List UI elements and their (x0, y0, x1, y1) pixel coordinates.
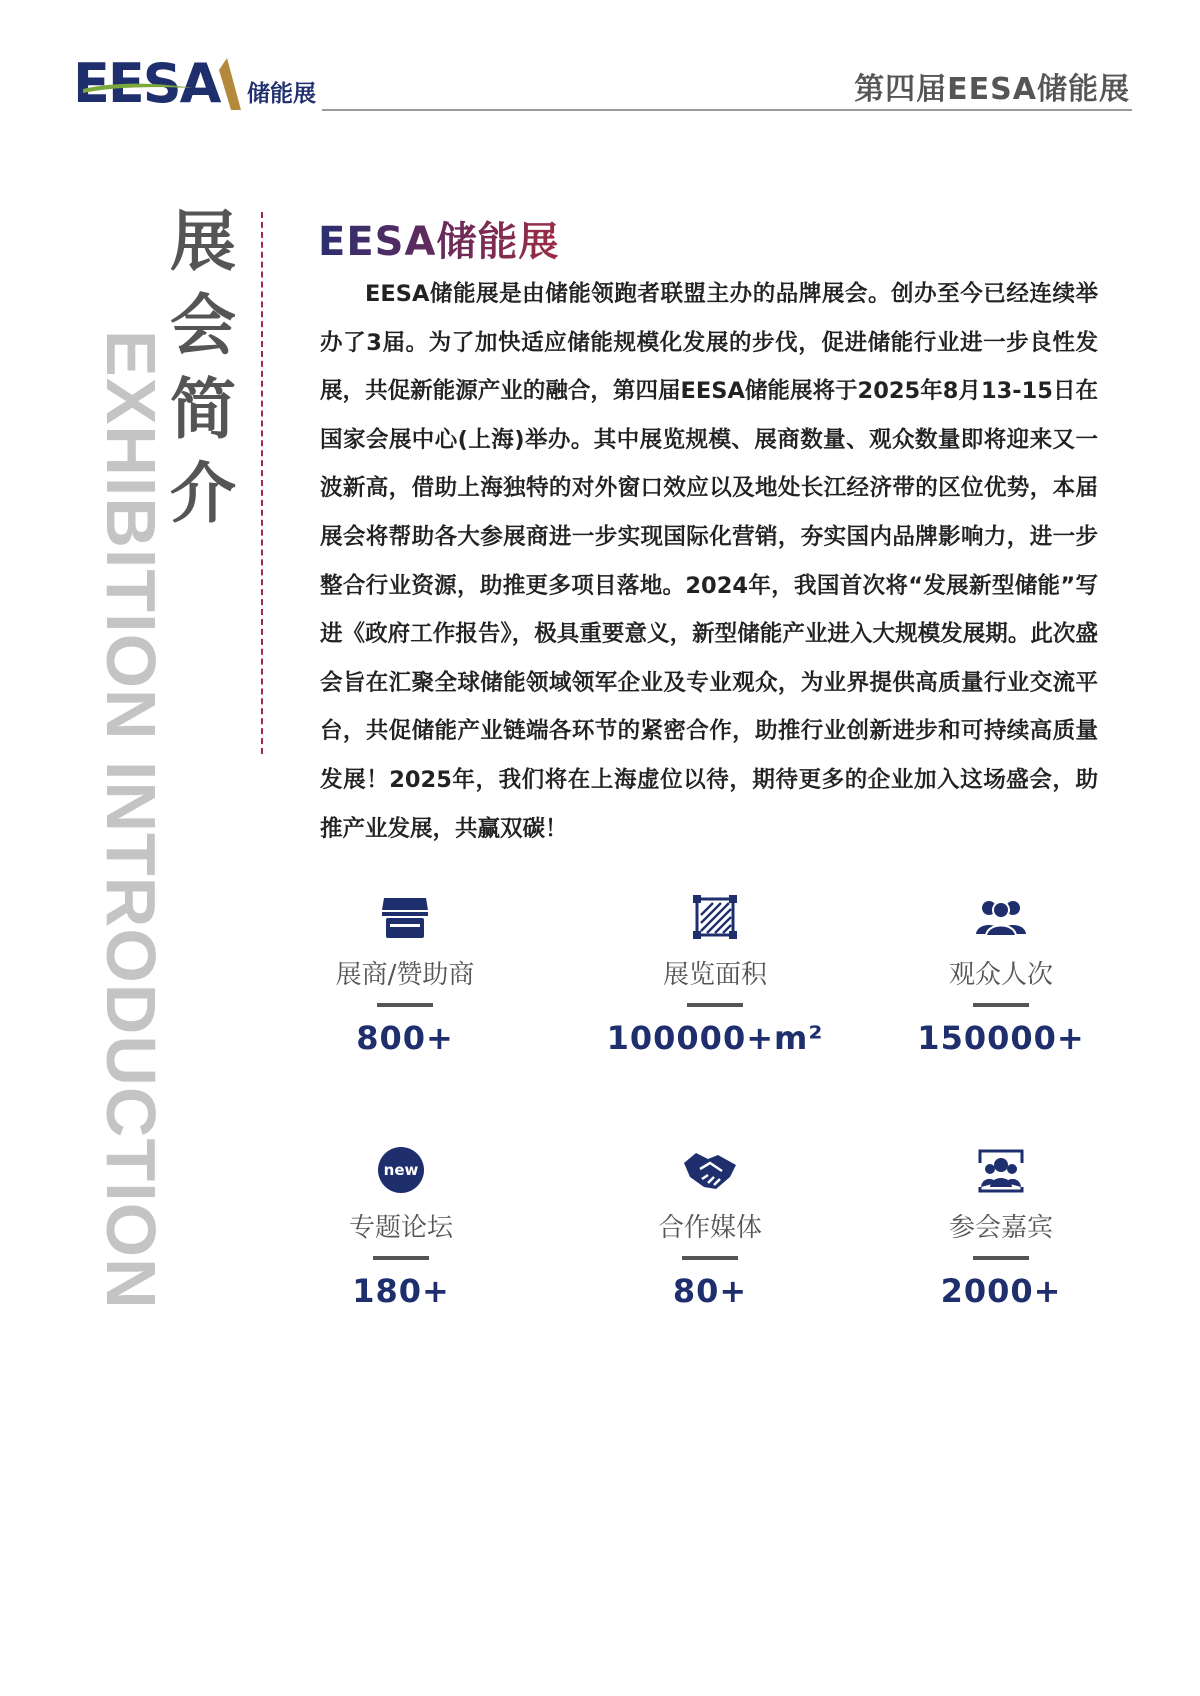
logo-subtitle: 储能展 (247, 81, 316, 107)
storefront-icon (275, 890, 535, 944)
section-title-char: 介 (170, 455, 236, 532)
logo-mark (73, 52, 241, 115)
stat-underline (973, 1256, 1029, 1260)
stat-area (585, 890, 845, 1057)
stat-label: 展览面积 (662, 960, 767, 990)
stat-audience (871, 890, 1131, 1057)
stat-value: 100000+m² (606, 1019, 824, 1057)
logo-swoosh-icon (83, 80, 193, 94)
section-title-char: 简 (170, 371, 236, 448)
logo-slash-icon (201, 58, 241, 110)
stat-media (580, 1143, 840, 1310)
stat-underline (377, 1003, 433, 1007)
new-badge-icon (271, 1143, 531, 1197)
stat-exhibitors (275, 890, 535, 1057)
english-section-title (92, 330, 170, 1460)
stat-value: 800+ (356, 1019, 454, 1057)
stat-underline (373, 1256, 429, 1260)
handshake-icon (580, 1143, 840, 1197)
stat-underline (687, 1003, 743, 1007)
audience-icon (871, 890, 1131, 944)
logo-text: EESA (73, 52, 220, 115)
area-icon (585, 890, 845, 944)
header-divider (322, 109, 1132, 111)
guest-icon (871, 1143, 1131, 1197)
stat-underline (682, 1256, 738, 1260)
stat-label: 合作媒体 (657, 1213, 762, 1243)
main-title: EESA储能展 (318, 210, 559, 267)
intro-paragraph: EESA储能展是由储能领跑者联盟主办的品牌展会。创办至今已经连续举办了3届。为了加快适应储能规模化发展的步伐，促进储能行业进一步良性发展，共促新能源产业的融合，第四届EESA储能展将于2025年8月13-15日在国家会展中心(上海)举办。其中展览规模、展商数量、观众数量即将迎来又一波新高，借助上海独特的对外窗口效应以及地处长江经济带的区位优势，本届展会将帮助各大参展商进一步实现国际化营销，夯实国内品牌影响力，进一步整合行业资源，助推更多项目落地。2024年，我国首次将“发展新型储能”写进《政府工作报告》，极具重要意义，新型储能产业进入大规模发展期。此次盛会旨在汇聚全球储能领域领军企业及专业观众，为业界提供高质量行业交流平台，共促储能产业链端各环节的紧密合作，助推行业创新进步和可持续高质量发展！2025年，我们将在上海虚位以待，期待更多的企业加入这场盛会，助推产业发展，共赢双碳！ (320, 281, 1098, 842)
header-title: 第四届EESA储能展 (854, 72, 1130, 107)
section-title-char: 会 (170, 287, 236, 364)
stat-label: 参会嘉宾 (948, 1213, 1053, 1243)
stat-value: 80+ (672, 1272, 748, 1310)
stat-label: 观众人次 (948, 960, 1053, 990)
stat-forums (271, 1143, 531, 1310)
section-title-char: 展 (170, 203, 236, 280)
dashed-divider (261, 212, 263, 754)
stat-label: 展商/赞助商 (335, 960, 475, 990)
stat-label: 专题论坛 (348, 1213, 453, 1243)
stat-value: 2000+ (940, 1272, 1062, 1310)
stat-value: 180+ (352, 1272, 450, 1310)
stat-underline (973, 1003, 1029, 1007)
new-badge: new (378, 1147, 424, 1193)
english-title-text: EXHIBITION INTRODUCTION (92, 330, 170, 1310)
stat-value: 150000+ (917, 1019, 1085, 1057)
stat-guests (871, 1143, 1131, 1310)
brand-logo (73, 52, 316, 115)
section-title-vertical (168, 200, 238, 536)
